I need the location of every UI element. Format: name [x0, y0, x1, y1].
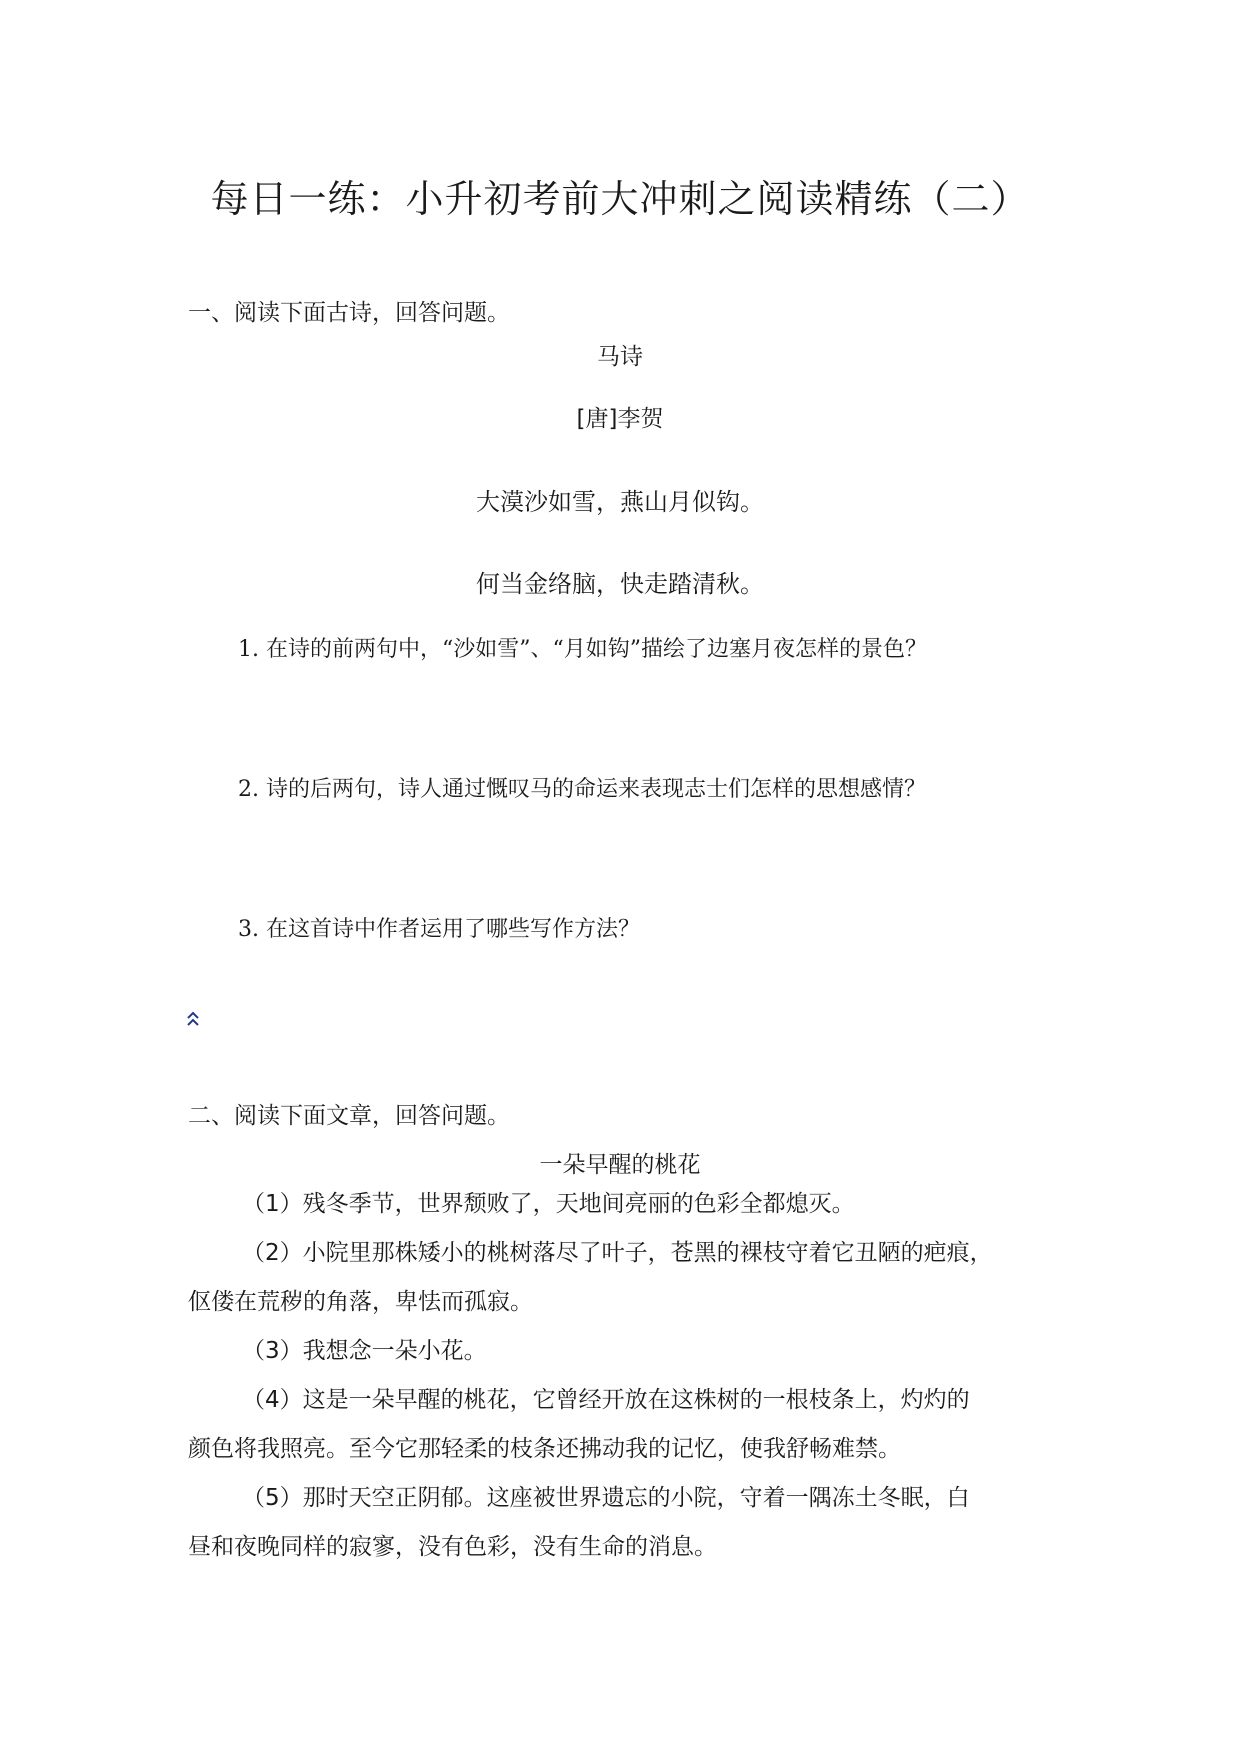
- paragraph-2: [188, 1229, 1078, 1327]
- paragraph-4: [188, 1376, 1078, 1474]
- poem-line-1: 大漠沙如雪，燕山月似钩。: [476, 488, 764, 516]
- question-2: 2. 诗的后两句，诗人通过慨叹马的命运来表现志士们怎样的思想感情？: [238, 777, 926, 802]
- question-1: 1. 在诗的前两句中，“沙如雪”、“月如钩”描绘了边塞月夜怎样的景色？: [238, 637, 927, 662]
- section-2-heading: 二、阅读下面文章，回答问题。: [188, 1103, 510, 1129]
- poem-author: [唐]李贺: [576, 406, 664, 432]
- poem-title: 马诗: [597, 344, 643, 370]
- paragraph-4-line-1: （4）这是一朵早醒的桃花，它曾经开放在这株树的一根枝条上，灼灼的: [242, 1387, 970, 1413]
- paragraph-2-line-1: （2）小院里那株矮小的桃树落尽了叶子，苍黑的裸枝守着它丑陋的疤痕，: [242, 1240, 993, 1266]
- paragraph-1-line-1: （1）残冬季节，世界颓败了，天地间亮丽的色彩全都熄灭。: [242, 1191, 855, 1217]
- paragraph-4-line-2: 颜色将我照亮。至今它那轻柔的枝条还拂动我的记忆，使我舒畅难禁。: [188, 1436, 901, 1462]
- double-chevron-up-icon[interactable]: [186, 1011, 200, 1027]
- paragraph-2-line-2: 伛偻在荒秽的角落，卑怯而孤寂。: [188, 1289, 533, 1315]
- article-title: 一朵早醒的桃花: [539, 1152, 701, 1178]
- section-1-heading: 一、阅读下面古诗，回答问题。: [188, 300, 510, 326]
- paragraph-3-line-1: （3）我想念一朵小花。: [242, 1338, 487, 1364]
- paragraph-3: [188, 1327, 1078, 1376]
- document-title: 每日一练：小升初考前大冲刺之阅读精练（二）: [210, 177, 1030, 221]
- question-3: 3. 在这首诗中作者运用了哪些写作方法？: [238, 917, 640, 942]
- paragraph-1: [188, 1180, 1078, 1229]
- poem-line-2: 何当金络脑，快走踏清秋。: [476, 570, 764, 598]
- paragraph-5-line-1: （5）那时天空正阴郁。这座被世界遗忘的小院，守着一隅冻土冬眠，白: [242, 1485, 970, 1511]
- paragraph-5-line-2: 昼和夜晚同样的寂寥，没有色彩，没有生命的消息。: [188, 1534, 717, 1560]
- paragraph-5: [188, 1474, 1078, 1572]
